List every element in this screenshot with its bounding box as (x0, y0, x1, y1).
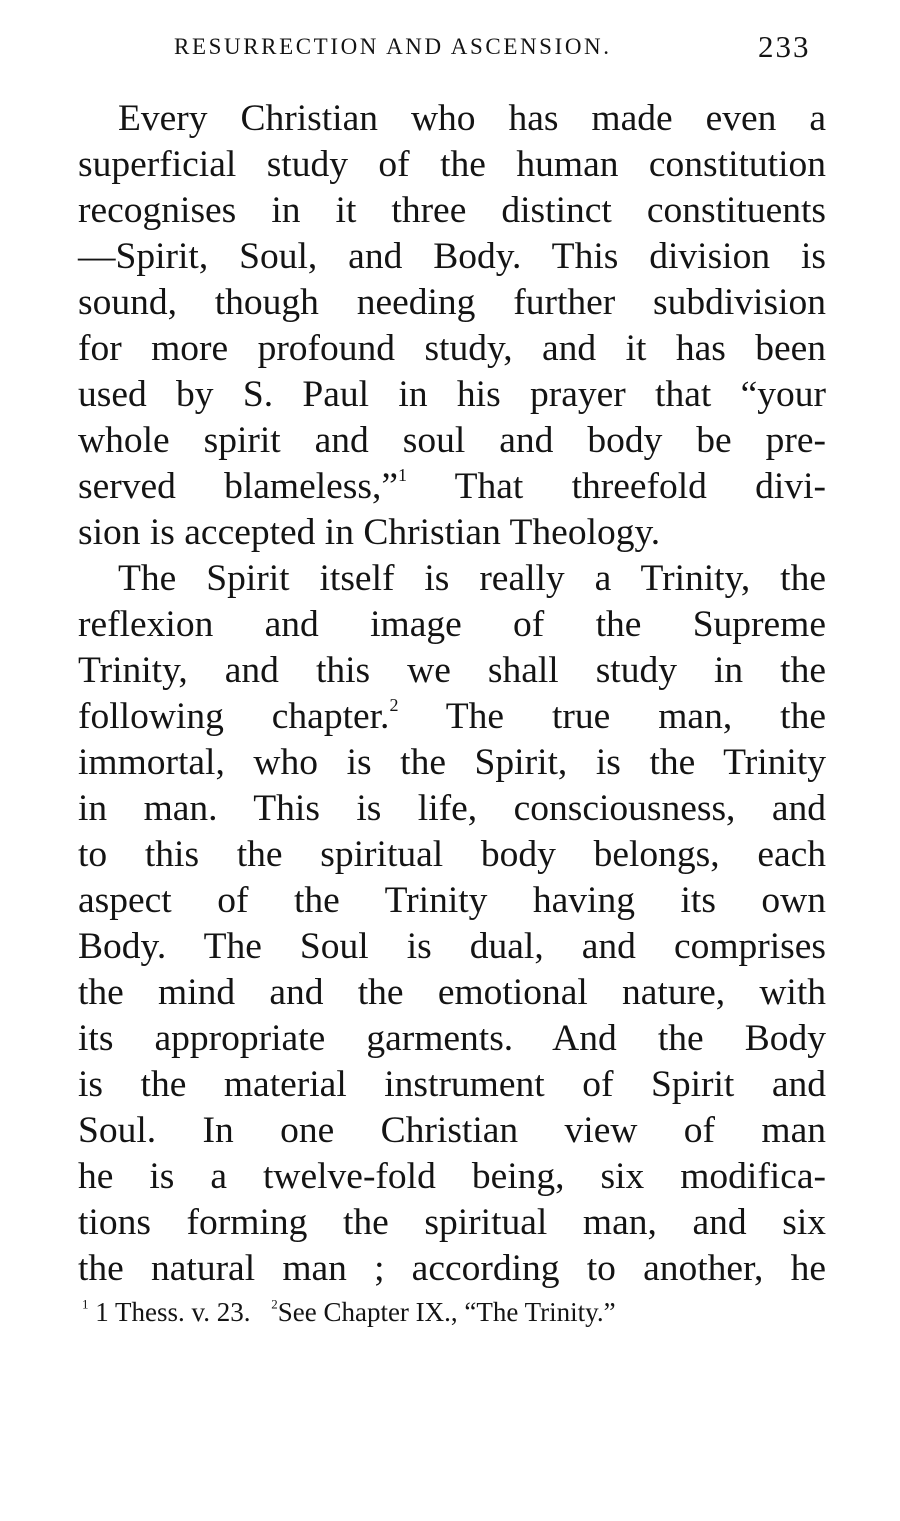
text-line: is the material instrument of Spirit and (78, 1064, 826, 1105)
text-line: sion is accepted in Christian Theology. (78, 512, 661, 553)
text-line: immortal, who is the Spirit, is the Trinity (78, 742, 826, 783)
text-line: —Spirit, Soul, and Body. This division is (78, 236, 826, 277)
text-line: he is a twelve-fold being, six modifica- (78, 1156, 826, 1197)
line-part: served blameless,” (78, 466, 399, 507)
text-line: for more profound study, and it has been (78, 328, 826, 369)
text-line: recognises in it three distinct constituents (78, 190, 826, 231)
footnote-text: See Chapter IX., “The Trinity.” (277, 1297, 616, 1327)
line-part: following chapter. (78, 696, 390, 737)
footnote-ref: 1 (398, 464, 408, 485)
text-line: aspect of the Trinity having its own (78, 880, 826, 921)
text-line (78, 464, 826, 510)
text-line: Body. The Soul is dual, and comprises (78, 926, 826, 967)
text-line: reflexion and image of the Supreme (78, 604, 826, 645)
text-line: to this the spiritual body belongs, each (78, 834, 826, 875)
running-title: RESURRECTION AND ASCENSION. (174, 34, 612, 59)
text-line: used by S. Paul in his prayer that “your (78, 374, 826, 415)
text-line (78, 694, 826, 740)
footnote-text: 1 Thess. v. 23. (95, 1297, 251, 1327)
text-line: Soul. In one Christian view of man (78, 1110, 826, 1151)
footnote (271, 1294, 615, 1330)
page-number: 233 (758, 29, 811, 64)
line-part: The true man, the (445, 696, 826, 737)
line-part: That threefold divi- (454, 466, 826, 507)
text-line: tions forming the spiritual man, and six (78, 1202, 826, 1243)
text-line: the natural man ; according to another, he (78, 1248, 826, 1289)
running-head (0, 30, 900, 64)
text-line: the mind and the emotional nature, with (78, 972, 826, 1013)
text-line: superficial study of the human constitution (78, 144, 826, 185)
footnote-ref: 2 (389, 694, 399, 715)
text-line: its appropriate garments. And the Body (78, 1018, 826, 1059)
footnotes (82, 1294, 842, 1330)
text-line: whole spirit and soul and body be pre- (78, 420, 826, 461)
footnote-marker: 2 (271, 1296, 278, 1312)
text-line: Every Christian who has made even a (118, 98, 826, 139)
text-line: Trinity, and this we shall study in the (78, 650, 826, 691)
text-line: in man. This is life, consciousness, and (78, 788, 826, 829)
footnote (82, 1294, 250, 1330)
text-line: sound, though needing further subdivision (78, 282, 826, 323)
footnote-marker: 1 (82, 1296, 89, 1312)
text-line: The Spirit itself is really a Trinity, the (118, 558, 826, 599)
